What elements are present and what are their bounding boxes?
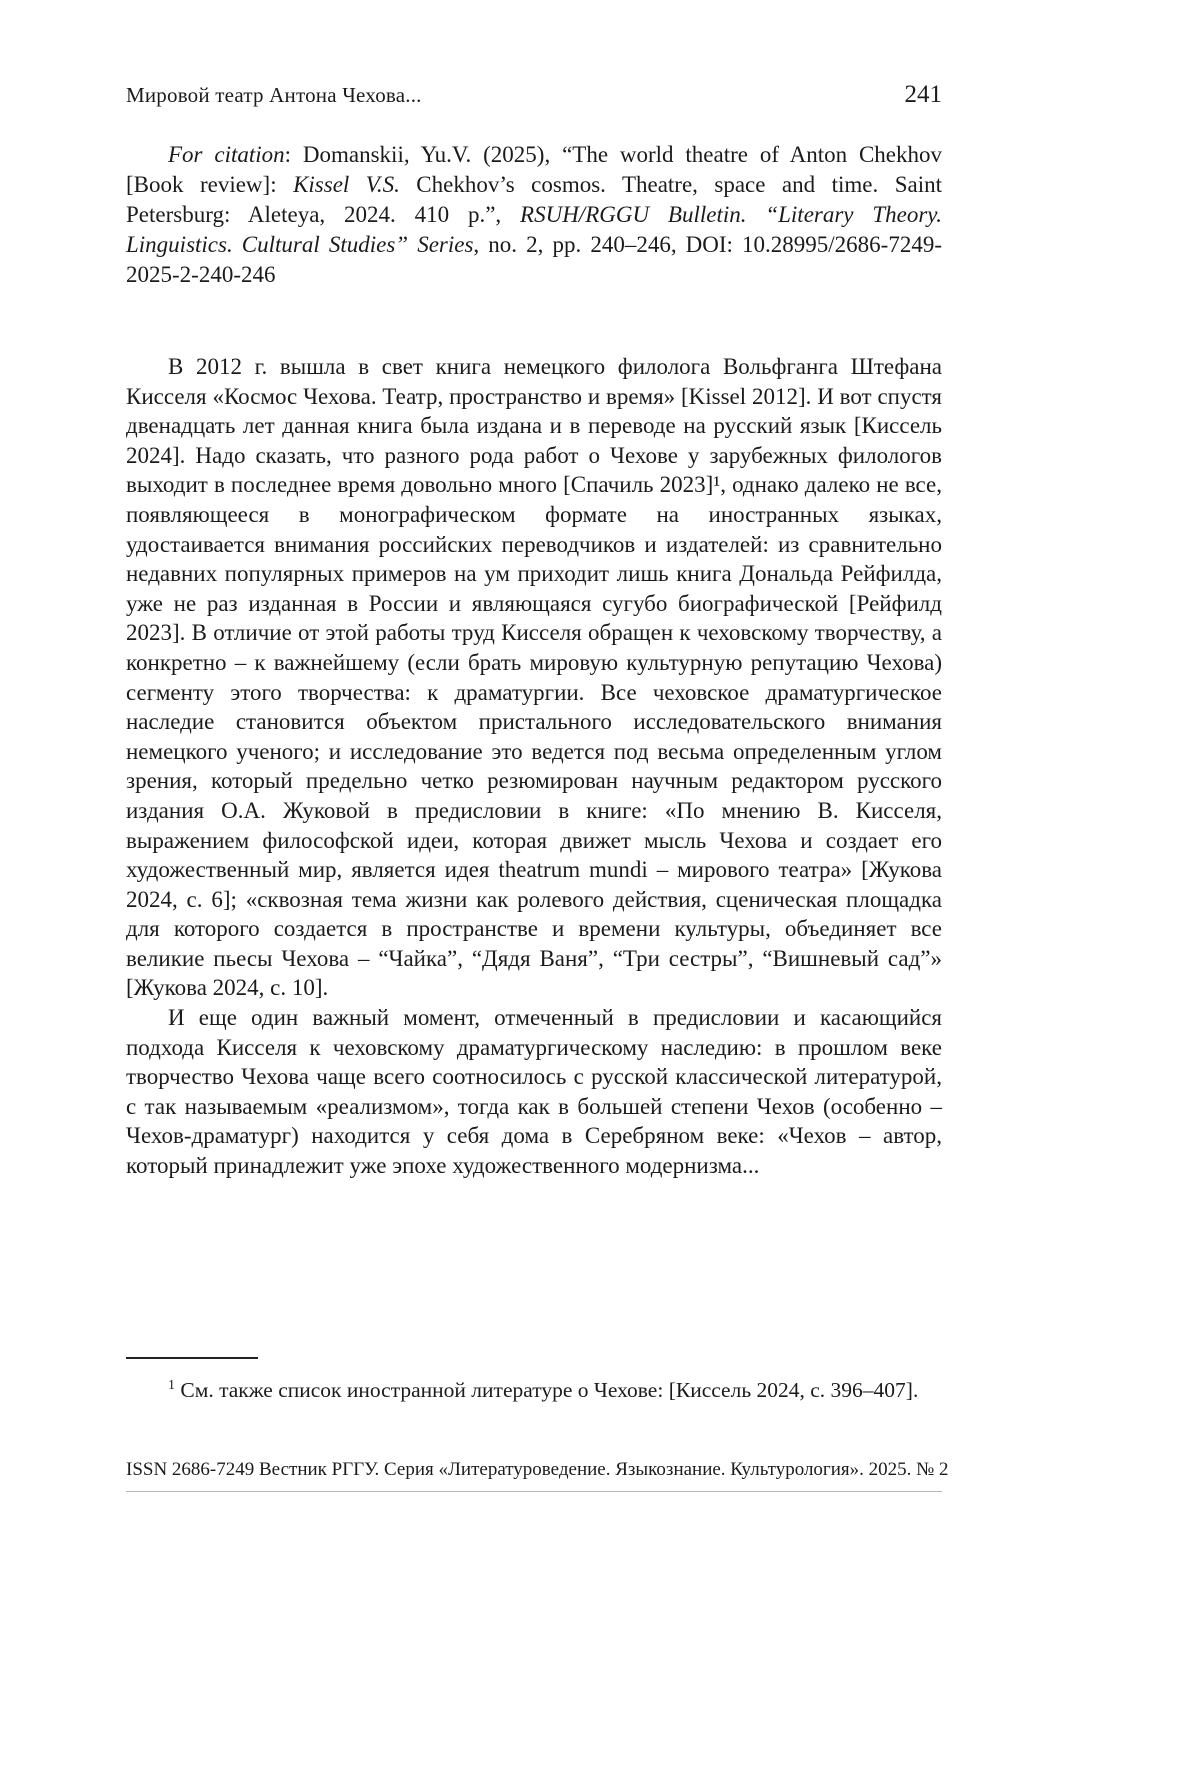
paragraph: В 2012 г. вышла в свет книга немецкого филолога Вольфганга Штефана Кисселя «Космос Чехова. Театр, пространство и время» [Kissel 2012]. И вот спустя двенадцать лет данная книга была издана и в переводе на русский язык [Киссель 2024]. Надо сказать, что разного рода работ о Чехове у зарубежных филологов выходит в последнее время довольно много [Спачиль 2023]¹, однако далеко не все, появляющееся в монографическом формате на иностранных языках, удостаивается внимания российских переводчиков и издателей: из сравнительно недавних популярных примеров на ум приходит лишь книга Дональда Рейфилда, уже не раз изданная в России и являющаяся сугубо биографической [Рейфилд 2023]. В отличие от этой работы труд Кисселя обращен к чеховскому творчеству, а конкретно – к важнейшему (если брать мировую культурную репутацию Чехова) сегменту этого творчества: к драматургии. Все чеховское драматургическое наследие становится объектом пристального исследовательского внимания немецкого ученого; и исследование это ведется под весьма определенным углом зрения, который предельно четко резюмирован научным редактором русского издания О.А. Жуковой в предисловии в книге: «По мнению В. Кисселя, выражением философской идеи, которая движет мысль Чехова и создает его художественный мир, является идея theatrum mundi – мирового театра» [Жукова 2024, с. 6]; «сквозная тема жизни как ролевого действия, сценическая площадка для которого создается в пространстве и времени культуры, объединяет все великие пьесы Чехова – “Чайка”, “Дядя Ваня”, “Три сестры”, “Вишневый сад”» [Жукова 2024, с. 10]. (126, 354, 942, 1001)
page-number: 241 (904, 81, 942, 108)
citation-italic-segment: For citation (168, 142, 285, 167)
footnote: $^1$ См. также список иностранной литературе о Чехове: [Киссель 2024, с. 396–407]. (168, 1378, 919, 1403)
paragraph: И еще один важный момент, отмеченный в предисловии и касающийся подхода Кисселя к чеховскому драматургическому наследию: в прошлом веке творчество Чехова чаще всего соотносилось с русской классической литературой, с так называемым «реализмом», тогда как в большей степени Чехов (особенно – Чехов-драматург) находится у себя дома в Серебряном веке: «Чехов – автор, который принадлежит уже эпохе художественного модернизма... (126, 1005, 942, 1179)
citation-segment: : Domanskii, Yu.V. (2025), “The world theatre of Anton Chekhov [Book review]: (126, 142, 942, 197)
article-body (126, 352, 942, 1181)
citation-block (126, 140, 942, 290)
footnote-separator (126, 1357, 258, 1359)
footer-text: ISSN 2686-7249 Вестник РГГУ. Серия «Литературоведение. Языкознание. Культурология». 2025. № 2 (126, 1459, 949, 1480)
running-header (126, 82, 942, 108)
citation-italic-segment: Kissel V.S. (293, 172, 400, 197)
citation-italic-segment: RSUH/RGGU Bulletin. “Literary Theory. Linguistics. Cultural Studies” Series (126, 202, 942, 257)
running-header-title: Мировой театр Антона Чехова... (126, 83, 422, 107)
page-footer (126, 1458, 949, 1492)
citation-segment: Chekhov’s cosmos. Theatre, space and time. Saint Petersburg: Aleteya, 2024. 410 p.”, (126, 172, 942, 227)
footnote-marker: 1 (168, 1378, 175, 1393)
citation-segment: , no. 2, pp. 240–246, DOI: 10.28995/2686-7249-2025-2-240-246 (126, 232, 942, 287)
